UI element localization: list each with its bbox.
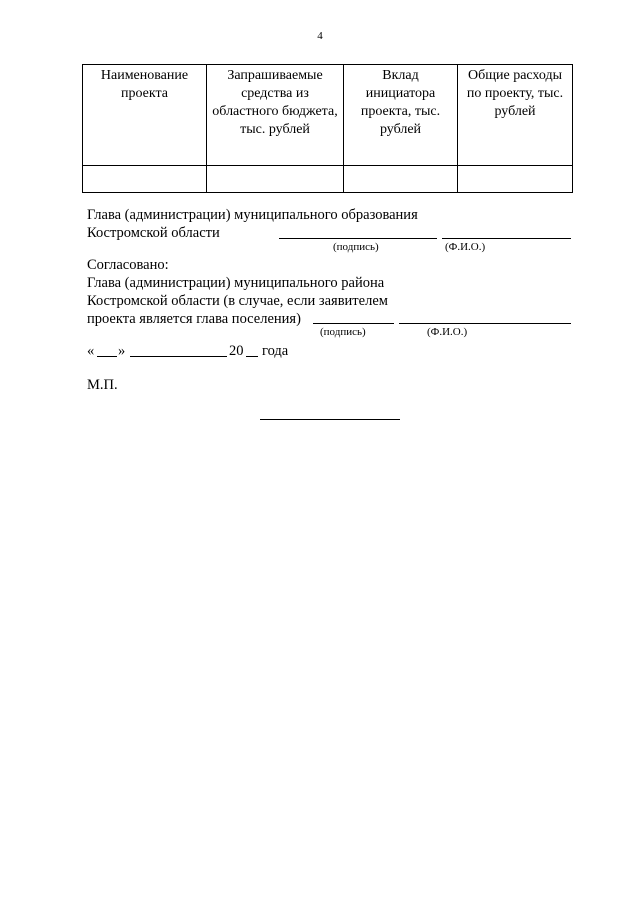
table-row xyxy=(83,166,573,193)
agreement-line3: проекта является глава поселения) xyxy=(87,311,301,327)
head-name-caption: (Ф.И.О.) xyxy=(445,241,486,253)
agreement-line2: Костромской области (в случае, если заявителем xyxy=(87,293,388,309)
date-year-prefix: 20 xyxy=(229,343,244,359)
head-signature-line[interactable] xyxy=(279,238,437,239)
stamp-place: М.П. xyxy=(87,377,118,393)
end-separator-line xyxy=(260,419,400,420)
table-cell[interactable] xyxy=(344,166,458,193)
agreement-name-line[interactable] xyxy=(399,323,571,324)
page-number: 4 xyxy=(317,30,323,42)
head-title-line1: Глава (администрации) муниципального образования xyxy=(87,207,418,223)
agreement-signature-caption: (подпись) xyxy=(320,326,366,338)
head-title-line2: Костромской области xyxy=(87,225,220,241)
date-year-suffix: года xyxy=(262,343,289,359)
date-open-quote: « xyxy=(87,343,95,359)
header-total-costs: Общие расходы по проекту, тыс. рублей xyxy=(458,65,573,166)
table-cell[interactable] xyxy=(458,166,573,193)
project-costs-table xyxy=(82,64,573,193)
agreement-signature-line[interactable] xyxy=(313,323,394,324)
date-close-quote: » xyxy=(118,343,126,359)
date-month-line[interactable] xyxy=(130,356,227,357)
header-requested-funds: Запрашиваемые средства из областного бюджета, тыс. рублей xyxy=(207,65,344,166)
agreement-title: Согласовано: xyxy=(87,257,169,273)
header-initiator-contribution: Вклад инициатора проекта, тыс. рублей xyxy=(344,65,458,166)
table-cell[interactable] xyxy=(83,166,207,193)
date-year-line[interactable] xyxy=(246,356,258,357)
header-project-name: Наименование проекта xyxy=(83,65,207,166)
head-signature-caption: (подпись) xyxy=(333,241,379,253)
agreement-name-caption: (Ф.И.О.) xyxy=(427,326,468,338)
date-day-line[interactable] xyxy=(97,356,117,357)
table-header-row xyxy=(83,65,573,166)
agreement-line1: Глава (администрации) муниципального района xyxy=(87,275,385,291)
table-cell[interactable] xyxy=(207,166,344,193)
head-name-line[interactable] xyxy=(442,238,571,239)
